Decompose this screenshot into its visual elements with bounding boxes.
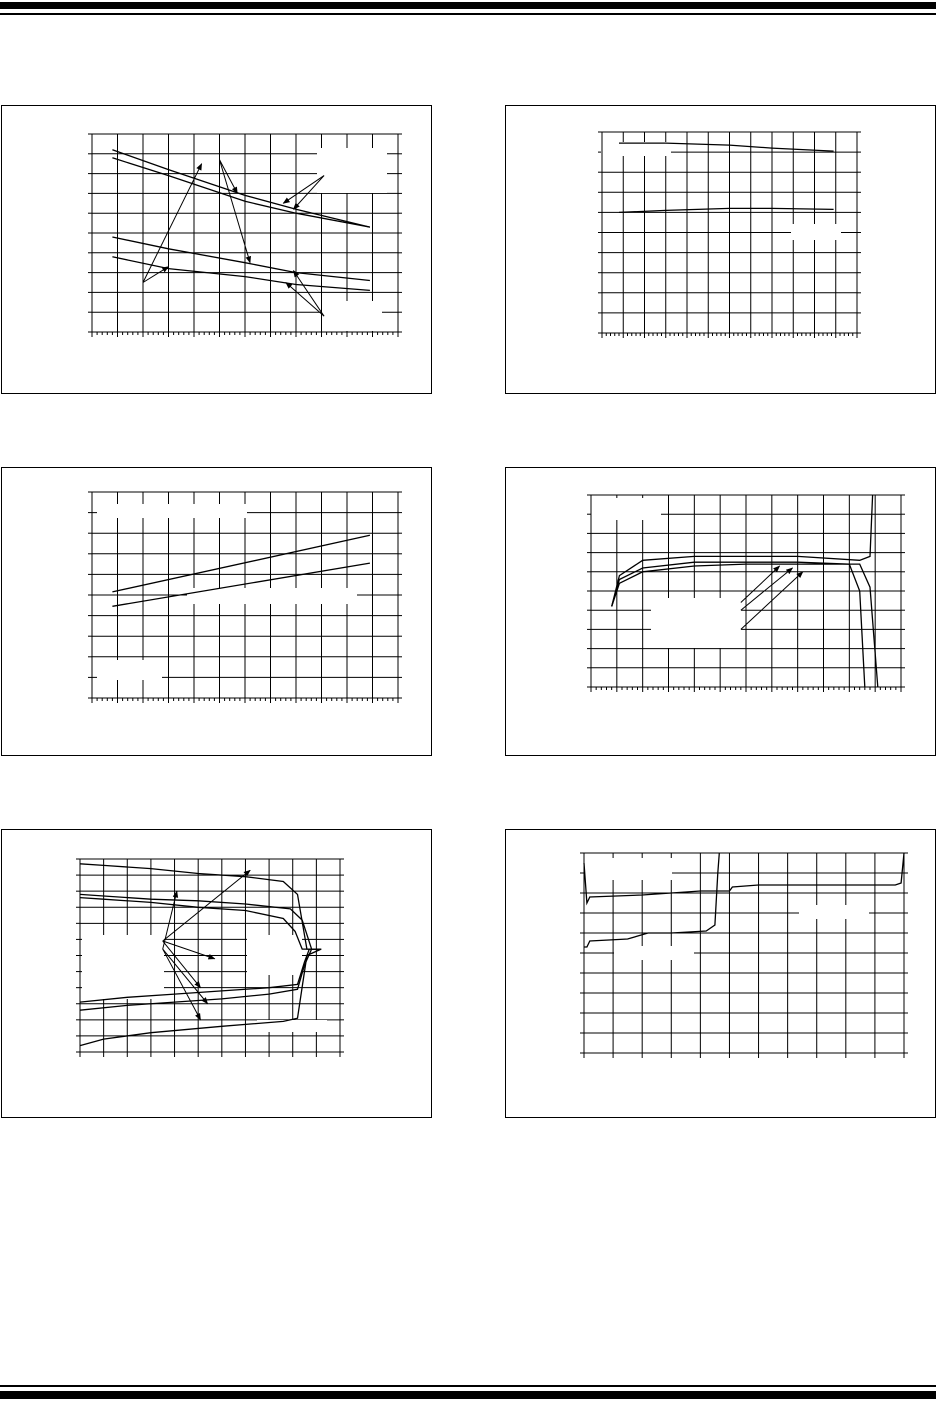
label-area bbox=[97, 504, 247, 518]
series-line-2 bbox=[619, 208, 834, 212]
annotation-arrow bbox=[143, 164, 202, 283]
chart-panel-3 bbox=[1, 467, 432, 756]
label-area bbox=[591, 498, 661, 520]
chart-panel-2 bbox=[505, 105, 936, 394]
bottom-rule-thick bbox=[0, 1391, 936, 1399]
series-line-1 bbox=[112, 535, 370, 592]
label-area bbox=[257, 1020, 327, 1032]
chart-panel-6 bbox=[505, 829, 936, 1118]
chart-5 bbox=[2, 830, 433, 1119]
chart-2 bbox=[506, 106, 936, 395]
chart-panel-1 bbox=[1, 105, 432, 394]
top-rule-thin bbox=[0, 13, 936, 15]
series-line-3 bbox=[112, 237, 370, 281]
bottom-rule-thin bbox=[0, 1385, 936, 1387]
gridlines bbox=[591, 495, 901, 687]
top-rule-thick bbox=[0, 2, 936, 9]
label-area bbox=[601, 142, 671, 156]
label-area bbox=[317, 148, 387, 193]
annotation-arrow bbox=[163, 941, 201, 988]
chart-panel-4 bbox=[505, 467, 936, 756]
chart-4 bbox=[506, 468, 936, 757]
annotation-arrow bbox=[220, 160, 251, 263]
label-area bbox=[651, 598, 741, 648]
label-area bbox=[614, 946, 694, 960]
label-area bbox=[247, 935, 302, 975]
annotation-arrow bbox=[163, 949, 208, 1004]
chart-1 bbox=[2, 106, 433, 395]
annotation-arrow bbox=[163, 949, 201, 1020]
label-area bbox=[799, 905, 869, 919]
chart-3 bbox=[2, 468, 433, 757]
annotation-arrow bbox=[163, 870, 250, 941]
label-area bbox=[97, 660, 162, 680]
chart-panel-5 bbox=[1, 829, 432, 1118]
label-area bbox=[322, 301, 382, 331]
chart-6 bbox=[506, 830, 936, 1119]
label-area bbox=[82, 935, 164, 999]
label-area bbox=[584, 858, 672, 880]
label-area bbox=[791, 224, 841, 240]
label-area bbox=[187, 588, 357, 604]
